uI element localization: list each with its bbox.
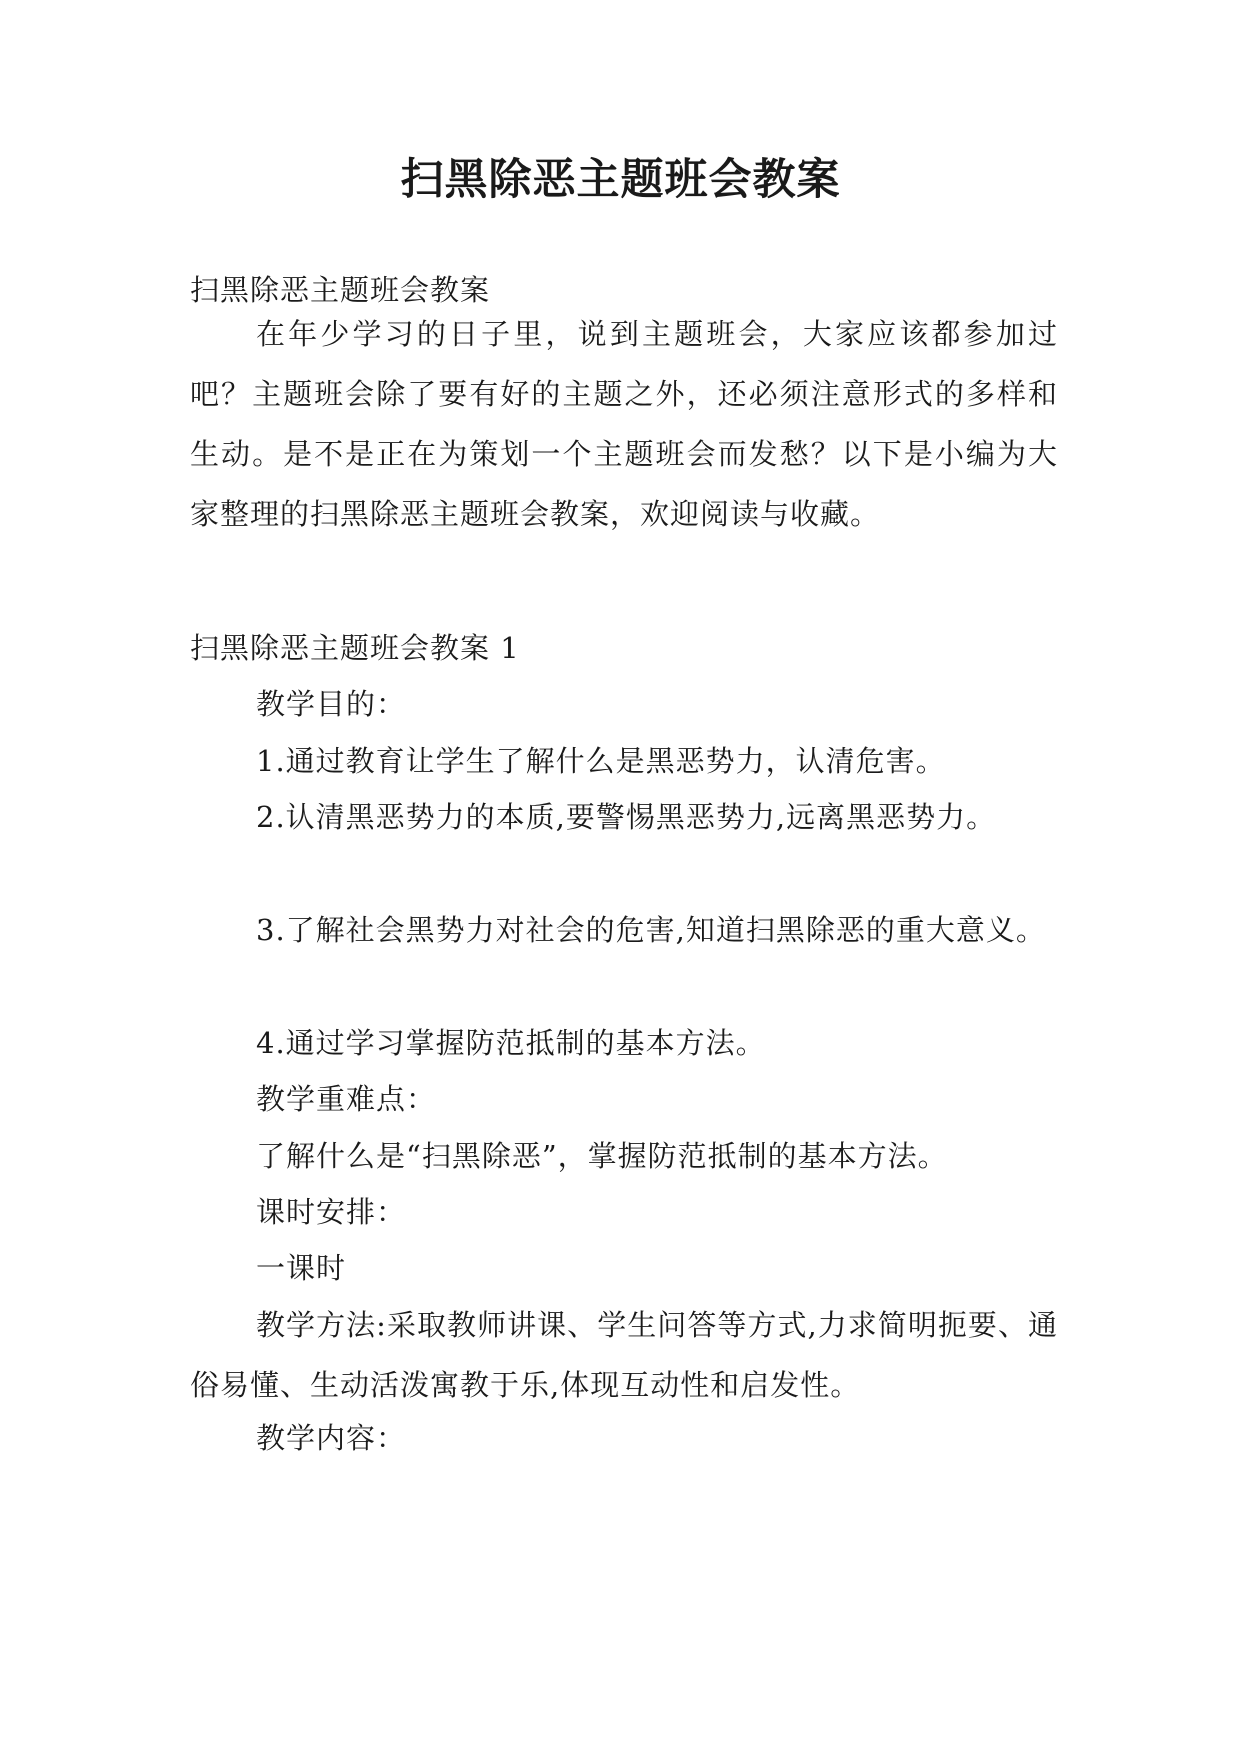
- goal-item-2: 2.认清黑恶势力的本质,要警惕黑恶势力,远离黑恶势力。: [256, 800, 997, 834]
- intro-heading: 扫黑除恶主题班会教案: [190, 273, 491, 307]
- goal-item-4: 4.通过学习掌握防范抵制的基本方法。: [256, 1026, 766, 1060]
- key-points-text: 了解什么是“扫黑除恶”，掌握防范抵制的基本方法。: [256, 1139, 948, 1173]
- schedule-label: 课时安排：: [256, 1195, 407, 1229]
- method-paragraph: 教学方法:采取教师讲课、学生问答等方式,力求简明扼要、通俗易懂、生动活泼寓教于乐,体现互动性和启发性。: [190, 1308, 1058, 1402]
- document-title: 扫黑除恶主题班会教案: [400, 155, 841, 205]
- schedule-text: 一课时: [256, 1251, 347, 1285]
- goal-item-3: 3.了解社会黑势力对社会的危害,知道扫黑除恶的重大意义。: [256, 913, 1046, 947]
- section-1-heading: 扫黑除恶主题班会教案 1: [190, 631, 520, 665]
- goal-item-1: 1.通过教育让学生了解什么是黑恶势力，认清危害。: [256, 744, 946, 778]
- intro-paragraph: 在年少学习的日子里，说到主题班会，大家应该都参加过吧？主题班会除了要有好的主题之外，还必须注意形式的多样和生动。是不是正在为策划一个主题班会而发愁？以下是小编为大家整理的扫黑除恶主题班会教案，欢迎阅读与收藏。: [190, 317, 1058, 531]
- key-points-label: 教学重难点：: [256, 1082, 437, 1116]
- goals-label: 教学目的：: [256, 687, 407, 721]
- content-label: 教学内容：: [256, 1421, 407, 1455]
